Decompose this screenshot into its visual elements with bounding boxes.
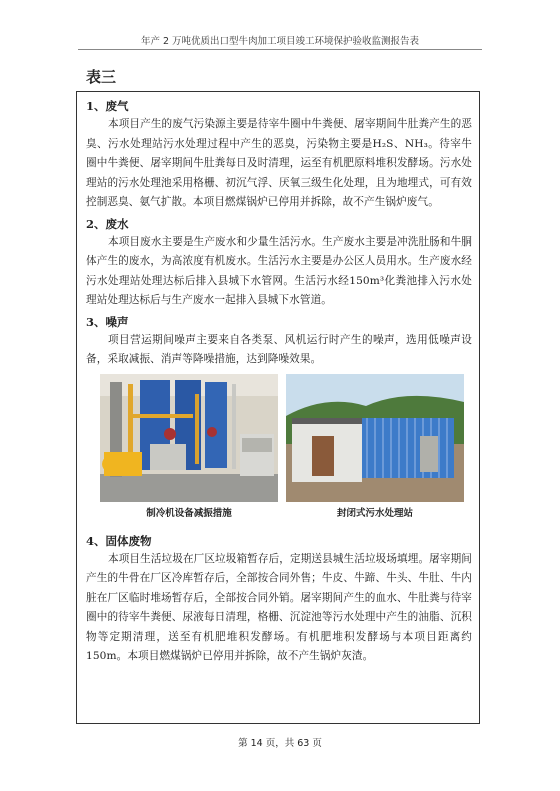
content [86,95,472,667]
photo-row [86,374,472,544]
page-header: 年产 2 万吨优质出口型牛肉加工项目竣工环境保护验收监测报告表 [140,36,420,47]
sewage-station-illustration [286,374,464,502]
section-paragraph-wastewater: 本项目废水主要是生产废水和少量生活污水。生产废水主要是冲洗肚肠和牛胴体产生的废水，为高浓度有机废水。生活污水主要是办公区人员用水。生产废水经污水处理站处理达标后排入县城下水管网。生活污水经150m³化粪池排入污水处理站处理达标后与生产废水一起排入县城下水管道。 [86,235,472,306]
section-paragraph-solid-waste: 本项目生活垃圾在厂区垃圾箱暂存后，定期送县城生活垃圾场填埋。屠宰期间产生的牛骨在厂区冷库暂存后，全部按合同外售；牛皮、牛蹄、牛头、牛肚、牛内脏在厂区临时堆场暂存后，全部按合同外销。屠宰期间产生的血水、牛肚粪与待宰圈中的待宰牛粪便、尿液每日清理，格栅、沉淀池等污水处理中产生的油脂、沉积物等定期清理，送至有机肥堆积发酵场。有机肥堆积发酵场与本项目距离约150m。本项目燃煤锅炉已停用并拆除，故不产生锅炉灰渣。 [86,552,472,662]
refrigeration-equipment-illustration [100,374,278,502]
section-title-wastewater: 2、废水 [86,216,129,231]
table-title: 表三 [86,68,117,86]
photo-sewage-station [286,374,464,502]
section-paragraph-noise: 项目营运期间噪声主要来自各类泵、风机运行时产生的噪声，选用低噪声设备，采取减振、消声等降噪措施，达到降噪效果。 [86,333,472,365]
photo-caption-sewage-station: 封闭式污水处理站 [336,507,413,519]
header-rule [78,49,482,50]
photo-refrigeration-equipment [100,374,278,502]
section-title-solid-waste: 4、固体废物 [86,533,152,548]
page-footer: 第 14 页，共 63 页 [238,738,322,749]
section-paragraph-exhaust: 本项目产生的废气污染源主要是待宰牛圈中牛粪便、屠宰期间牛肚粪产生的恶臭、污水处理站污水处理过程中产生的恶臭，污染物主要是H₂S、NH₃。待宰牛圈中牛粪便、屠宰期间牛肚粪每日及时清理，运至有机肥原料堆积发酵场。污水处理站的污水处理池采用格栅、初沉气浮、厌氧三级生化处理，且为地埋式，可有效控制恶臭、氨气扩散。本项目燃煤锅炉已停用并拆除，故不产生锅炉废气。 [86,118,472,208]
section-title-exhaust: 1、废气 [86,99,129,113]
photo-caption-refrigeration: 制冷机设备减振措施 [146,507,232,519]
section-title-noise: 3、噪声 [86,314,129,329]
